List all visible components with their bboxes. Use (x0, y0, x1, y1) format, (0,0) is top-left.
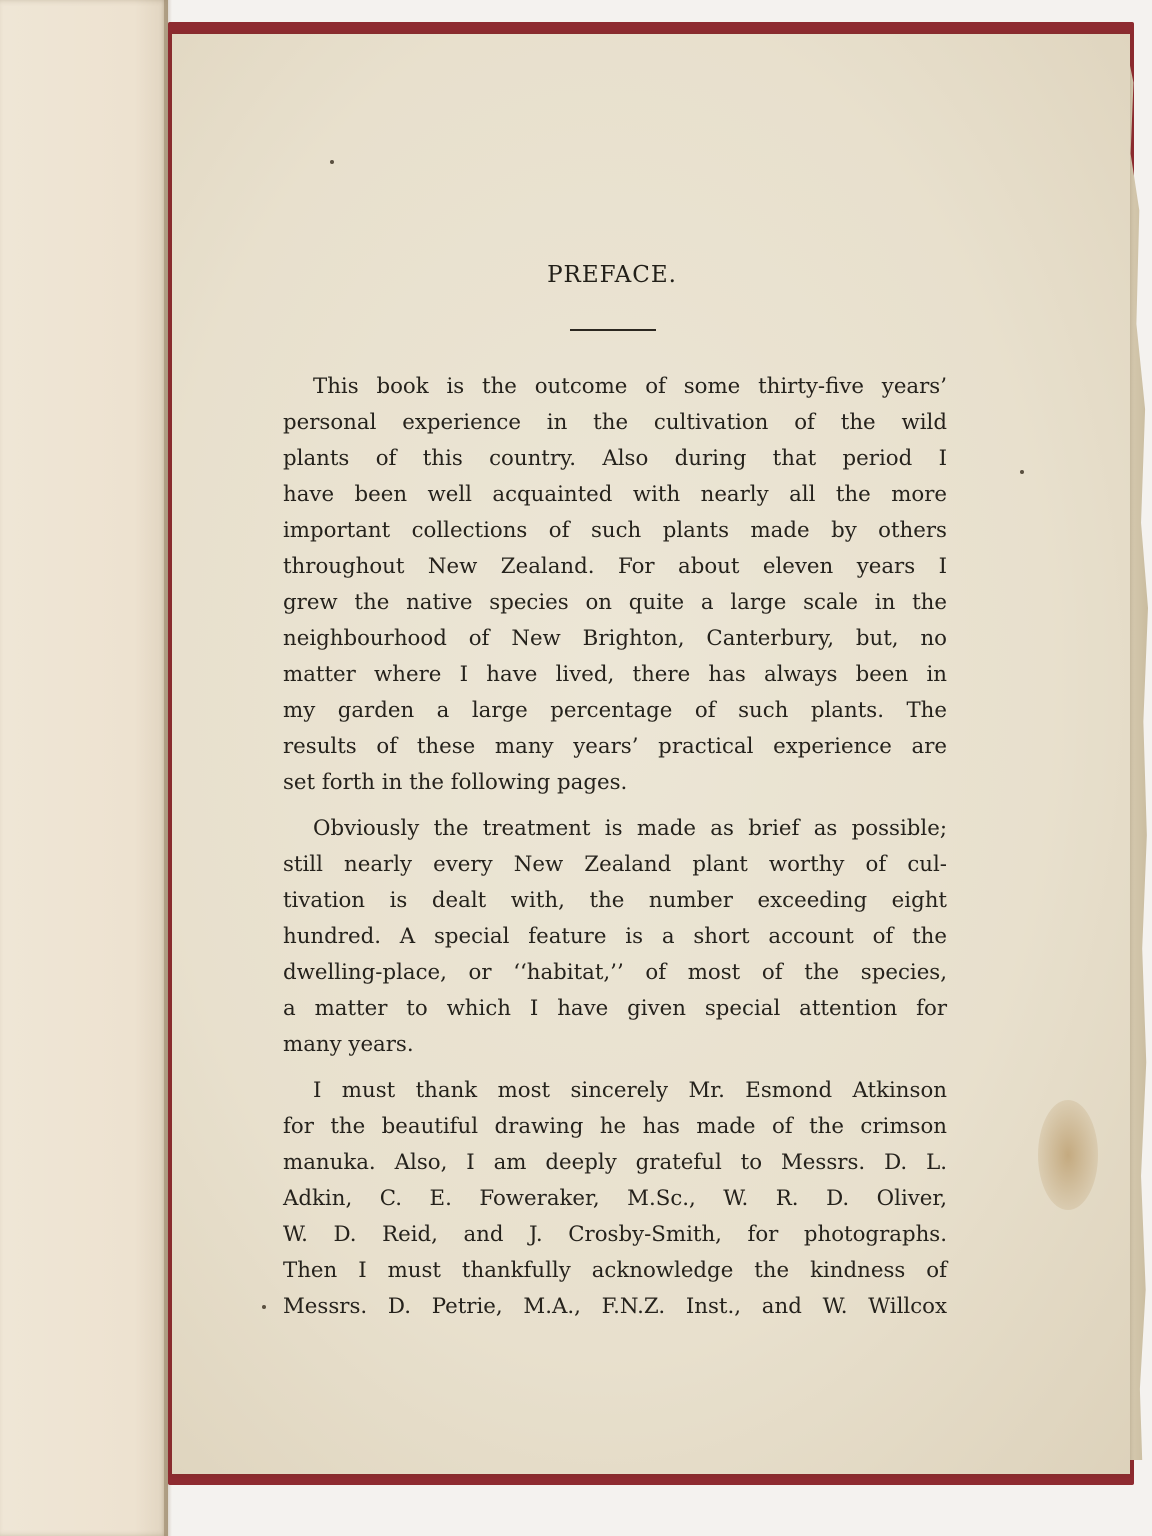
facing-blank-page (0, 0, 168, 1536)
text-line: personal experience in the cultivation of the wild (283, 410, 947, 435)
text-line: Messrs. D. Petrie, M.A., F.N.Z. Inst., and W. Willcox (283, 1294, 947, 1319)
text-line: Adkin, C. E. Foweraker, M.Sc., W. R. D. Oliver, (283, 1186, 947, 1211)
title-rule (570, 329, 656, 331)
text-line: matter where I have lived, there has always been in (283, 662, 947, 687)
text-line: Obviously the treatment is made as brief as possible; (313, 816, 947, 841)
text-line: grew the native species on quite a large scale in the (283, 590, 947, 615)
text-line: Then I must thankfully acknowledge the kindness of (283, 1258, 947, 1283)
paragraph-3 (283, 1073, 947, 1325)
text-line: W. D. Reid, and J. Crosby-Smith, for photographs. (283, 1222, 947, 1247)
text-line: many years. (283, 1032, 414, 1057)
text-line: neighbourhood of New Brighton, Canterbury, but, no (283, 626, 947, 651)
text-line: I must thank most sincerely Mr. Esmond Atkinson (313, 1078, 947, 1103)
page-stain (1038, 1100, 1098, 1210)
text-line: results of these many years’ practical experience are (283, 734, 947, 759)
text-line: This book is the outcome of some thirty-five years’ (313, 374, 947, 399)
text-line: important collections of such plants made by others (283, 518, 947, 543)
paragraph-1 (283, 369, 947, 801)
text-line: dwelling-place, or ‘‘habitat,’’ of most of the species, (283, 960, 947, 985)
text-line: tivation is dealt with, the number exceeding eight (283, 888, 947, 913)
ink-speck (330, 160, 334, 164)
text-line: for the beautiful drawing he has made of the crimson (283, 1114, 947, 1139)
text-line: plants of this country. Also during that period I (283, 446, 947, 471)
paragraph-2 (283, 811, 947, 1063)
text-line: a matter to which I have given special attention for (283, 996, 947, 1021)
text-line: set forth in the following pages. (283, 770, 628, 795)
text-line: have been well acquainted with nearly all the more (283, 482, 947, 507)
ink-speck (262, 1305, 266, 1309)
preface-body (283, 369, 947, 1335)
text-line: still nearly every New Zealand plant worthy of cul- (283, 852, 947, 877)
page-title: PREFACE. (547, 262, 677, 288)
text-line: hundred. A special feature is a short account of the (283, 924, 947, 949)
text-line: manuka. Also, I am deeply grateful to Messrs. D. L. (283, 1150, 947, 1175)
ink-speck (1020, 470, 1024, 474)
text-line: throughout New Zealand. For about eleven years I (283, 554, 947, 579)
text-line: my garden a large percentage of such plants. The (283, 698, 947, 723)
